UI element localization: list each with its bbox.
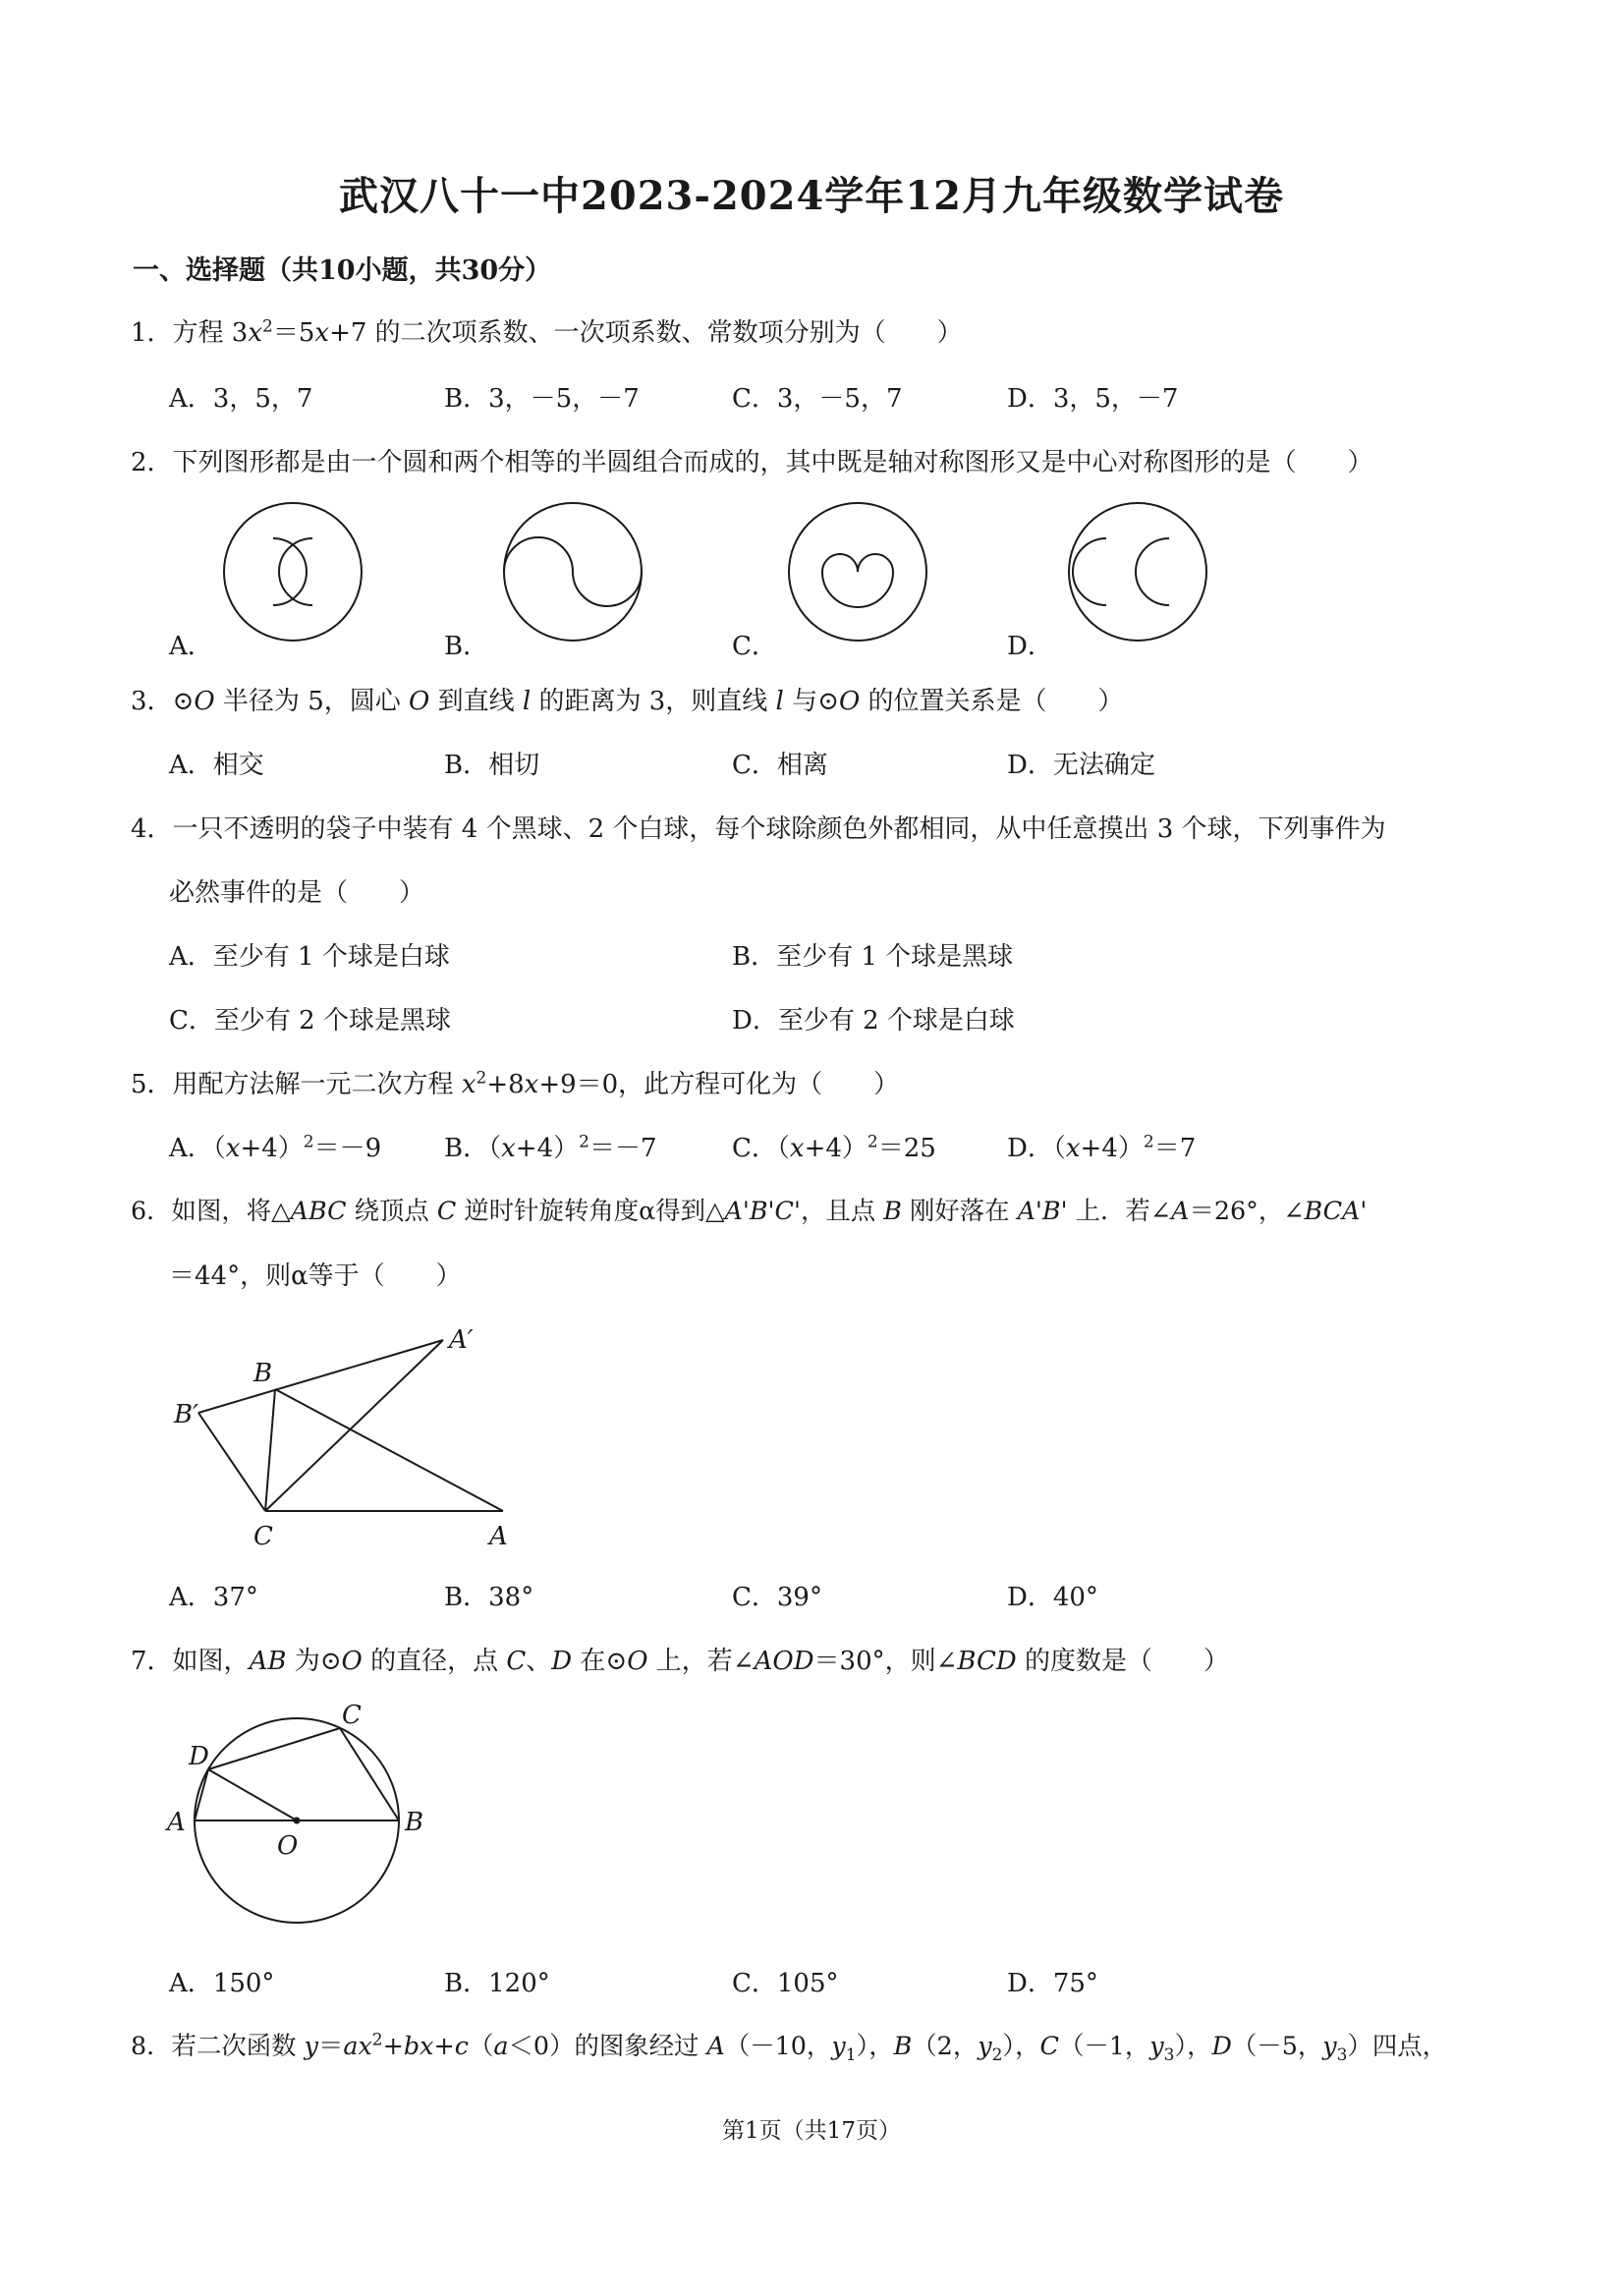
- question-5: [131, 1064, 899, 1100]
- q6-triangle-figure: [198, 1340, 503, 1511]
- option-b: B．120°: [444, 1969, 550, 1998]
- question-number: 7．: [131, 1647, 173, 1676]
- option-b: B．相切: [444, 751, 540, 780]
- math-var: x: [314, 318, 330, 348]
- question-8: 8．若二次函数 $y=ax^2+bx+c(a<0)$的图象经过 A（－10，$y_1$），B（2，$y_2$），C（－1，$y_3$），D（－5，$y_3$）四点，: [131, 2030, 1447, 2066]
- option-b: B．$(x+4)^2=-7$: [444, 1132, 657, 1163]
- option-c: C．相离: [732, 751, 828, 780]
- math-var: x: [461, 1070, 476, 1099]
- option-d: D．75°: [1007, 1969, 1098, 1998]
- question-3: [131, 681, 1124, 717]
- math-exp: 2: [262, 316, 273, 337]
- option-a: A．150°: [169, 1969, 275, 1998]
- question-6: 6．如图，将△ABC 绕顶点 C 逆时针旋转角度α得到△A'B'C'，且点 B 刚好落在 A'B' 上．若∠A＝26°，∠BCA': [131, 1196, 1368, 1225]
- math-var: l: [775, 687, 784, 716]
- option-a: A．: [169, 632, 213, 661]
- question-number: 3．: [131, 687, 173, 716]
- option-d: D．: [1007, 632, 1053, 661]
- figure-a-circle: [224, 503, 362, 641]
- option-b: B．38°: [444, 1583, 534, 1612]
- option-d: D．$(x+4)^2=7$: [1007, 1132, 1197, 1163]
- label-a-prime: A′: [449, 1325, 474, 1355]
- math-var: x: [248, 318, 263, 348]
- label-b: B: [405, 1808, 424, 1837]
- q4-text: 一只不透明的袋子中装有 4 个黑球、2 个白球，每个球除颜色外都相同，从中任意摸出 3 个球，下列事件为: [172, 814, 1386, 844]
- math-var: O: [838, 687, 861, 716]
- option-c: C．: [732, 632, 777, 661]
- figure-c-circle: [789, 503, 926, 641]
- q5-text: 用配方法解一元二次方程: [172, 1070, 462, 1099]
- label-c: C: [342, 1701, 362, 1730]
- math-var: x: [524, 1070, 539, 1099]
- option-a: A．3，5，7: [169, 384, 313, 414]
- question-number: 4．: [131, 814, 173, 844]
- q3-text: 半径为 5，圆心: [214, 687, 410, 716]
- label-d: D: [189, 1742, 209, 1771]
- math-var: O: [194, 687, 215, 716]
- question-4-line2: 必然事件的是（ ）: [169, 878, 425, 908]
- q3-text: 的距离为 3，则直线: [531, 687, 776, 716]
- option-a: A．37°: [169, 1583, 258, 1612]
- option-c: C．105°: [732, 1969, 839, 1998]
- question-number: 8．: [131, 2031, 172, 2060]
- option-c: C．3，－5，7: [732, 384, 903, 414]
- circle-symbol: ⊙: [172, 687, 195, 716]
- math-exp: 2: [476, 1068, 487, 1089]
- question-4: [131, 809, 1386, 845]
- option-d: D．至少有 2 个球是白球: [732, 1006, 1015, 1036]
- figure-d-circle: [1069, 503, 1206, 641]
- q1-text: ＝5: [272, 318, 315, 348]
- page-footer: 第1页（共17页）: [722, 2118, 901, 2144]
- option-b: B．至少有 1 个球是黑球: [732, 942, 1014, 972]
- q3-text: 到直线: [429, 687, 523, 716]
- option-c: C．至少有 2 个球是黑球: [169, 1006, 451, 1036]
- page-title: 武汉八十一中2023-2024学年12月九年级数学试卷: [339, 173, 1284, 219]
- question-number: 6．: [131, 1196, 172, 1225]
- label-b: B: [253, 1359, 273, 1388]
- label-a: A: [167, 1808, 186, 1837]
- question-6-line2: ＝44°，则α等于（ ）: [169, 1261, 462, 1291]
- label-a: A: [489, 1522, 508, 1551]
- option-b: B．: [444, 632, 489, 661]
- option-c: C．$(x+4)^2=25$: [732, 1132, 936, 1163]
- q1-text: +7 的二次项系数、一次项系数、常数项分别为（ ）: [329, 318, 963, 348]
- math-var: l: [522, 687, 532, 716]
- option-a: A．至少有 1 个球是白球: [169, 942, 450, 972]
- q5-text: +8: [486, 1070, 525, 1099]
- question-7: 7．如图，AB 为⊙O 的直径，点 C、D 在⊙O 上，若∠AOD＝30°，则∠BCD 的度数是（ ）: [131, 1647, 1230, 1676]
- question-number: 2．: [131, 448, 173, 477]
- question-number: 1．: [131, 318, 173, 348]
- option-a: A．$(x+4)^2=-9$: [169, 1132, 382, 1163]
- option-d: D．无法确定: [1007, 751, 1155, 780]
- section-heading: 一、选择题（共10小题，共30分）: [133, 255, 552, 286]
- circle-symbol: ⊙: [817, 687, 839, 716]
- option-c: C．39°: [732, 1583, 822, 1612]
- q3-text: 与: [783, 687, 818, 716]
- option-d: D．3，5，－7: [1007, 384, 1179, 414]
- figure-b-circle: [504, 503, 642, 641]
- q5-text: +9＝0，此方程可化为（ ）: [538, 1070, 900, 1099]
- q2-text: 下列图形都是由一个圆和两个相等的半圆组合而成的，其中既是轴对称图形又是中心对称图形的是（ ）: [172, 448, 1373, 477]
- q1-text: 方程 3: [172, 318, 249, 348]
- center-point: [294, 1818, 301, 1824]
- option-a: A．相交: [169, 751, 264, 780]
- label-o: O: [277, 1831, 299, 1861]
- label-b-prime: B′: [174, 1400, 199, 1429]
- option-d: D．40°: [1007, 1583, 1098, 1612]
- option-b: B．3，－5，－7: [444, 384, 640, 414]
- question-number: 5．: [131, 1070, 173, 1099]
- label-c: C: [253, 1522, 273, 1551]
- math-var: O: [409, 687, 430, 716]
- q3-text: 的位置关系是（ ）: [860, 687, 1124, 716]
